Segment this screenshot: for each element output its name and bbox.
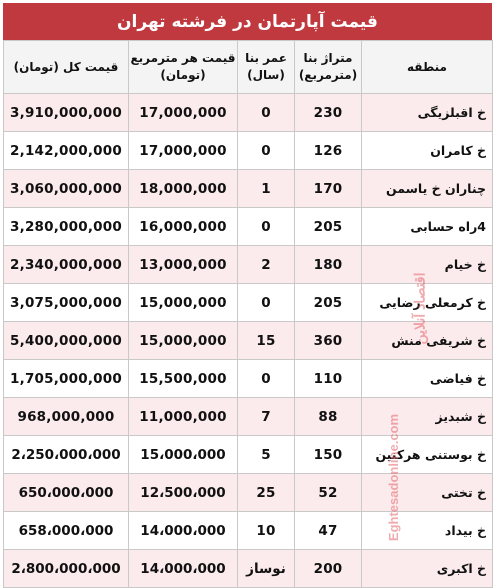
cell-price-per-m2: 14،000،000 (129, 512, 238, 550)
page-title: قیمت آپارتمان در فرشته تهران (3, 3, 492, 40)
cell-size: 110 (295, 360, 362, 398)
cell-area: چناران خ یاسمن (362, 170, 493, 208)
cell-total-price: 3,060,000,000 (4, 170, 129, 208)
cell-total-price: 658،000،000 (4, 512, 129, 550)
cell-size: 205 (295, 284, 362, 322)
cell-area: خ کرمعلی رضایی (362, 284, 493, 322)
cell-total-price: 2,340,000,000 (4, 246, 129, 284)
cell-age: 10 (238, 512, 295, 550)
cell-age: 5 (238, 436, 295, 474)
table-row (4, 436, 493, 474)
cell-price-per-m2: 11,000,000 (129, 398, 238, 436)
cell-age: 25 (238, 474, 295, 512)
cell-area: خ تختی (362, 474, 493, 512)
cell-total-price: 650،000،000 (4, 474, 129, 512)
cell-age: نوساز (238, 550, 295, 588)
cell-size: 180 (295, 246, 362, 284)
cell-price-per-m2: 18,000,000 (129, 170, 238, 208)
cell-price-per-m2: 15,000,000 (129, 284, 238, 322)
cell-area: خ فیاضی (362, 360, 493, 398)
table-row (4, 512, 493, 550)
cell-price-per-m2: 17,000,000 (129, 94, 238, 132)
cell-age: 0 (238, 208, 295, 246)
cell-price-per-m2: 12،500،000 (129, 474, 238, 512)
cell-area: خ خیام (362, 246, 493, 284)
cell-price-per-m2: 17,000,000 (129, 132, 238, 170)
table-row (4, 360, 493, 398)
cell-size: 47 (295, 512, 362, 550)
cell-age: 0 (238, 284, 295, 322)
cell-size: 230 (295, 94, 362, 132)
header-price-per-m2: قیمت هر مترمربع (تومان) (129, 41, 238, 94)
cell-size: 205 (295, 208, 362, 246)
cell-price-per-m2: 13,000,000 (129, 246, 238, 284)
cell-size: 52 (295, 474, 362, 512)
header-row (4, 41, 493, 94)
cell-size: 170 (295, 170, 362, 208)
watermark-fa: اقتصاد آنلاین (411, 272, 428, 345)
table-row (4, 322, 493, 360)
cell-age: 1 (238, 170, 295, 208)
cell-total-price: 3,075,000,000 (4, 284, 129, 322)
cell-age: 0 (238, 94, 295, 132)
table-row (4, 208, 493, 246)
cell-age: 2 (238, 246, 295, 284)
cell-area: خ شبدیز (362, 398, 493, 436)
cell-area: خ بیداد (362, 512, 493, 550)
cell-price-per-m2: 15,000,000 (129, 322, 238, 360)
cell-area: خ اقبلزیگی (362, 94, 493, 132)
watermark-en: Eghtesadonline.com (386, 413, 402, 542)
cell-total-price: 3,280,000,000 (4, 208, 129, 246)
cell-price-per-m2: 15,500,000 (129, 360, 238, 398)
table-row (4, 132, 493, 170)
cell-area: خ بوستنی هرکنین (362, 436, 493, 474)
cell-size: 88 (295, 398, 362, 436)
cell-age: 0 (238, 360, 295, 398)
cell-price-per-m2: 14،000،000 (129, 550, 238, 588)
header-age: عمر بنا (سال) (238, 41, 295, 94)
header-size: متراژ بنا (مترمربع) (295, 41, 362, 94)
header-area: منطقه (362, 41, 493, 94)
table-row (4, 246, 493, 284)
cell-total-price: 968,000,000 (4, 398, 129, 436)
cell-area: خ شریفی منش (362, 322, 493, 360)
cell-total-price: 5,400,000,000 (4, 322, 129, 360)
cell-total-price: 2,142,000,000 (4, 132, 129, 170)
table-row (4, 170, 493, 208)
cell-area: خ کامران (362, 132, 493, 170)
cell-age: 0 (238, 132, 295, 170)
price-table (3, 40, 493, 588)
cell-total-price: 3,910,000,000 (4, 94, 129, 132)
cell-total-price: 2،250،000،000 (4, 436, 129, 474)
cell-size: 126 (295, 132, 362, 170)
table-row (4, 474, 493, 512)
cell-size: 200 (295, 550, 362, 588)
cell-size: 150 (295, 436, 362, 474)
table-body (4, 94, 493, 588)
table-row (4, 94, 493, 132)
cell-total-price: 2،800،000،000 (4, 550, 129, 588)
cell-area: خ اکبری (362, 550, 493, 588)
cell-total-price: 1,705,000,000 (4, 360, 129, 398)
header-total-price: قیمت کل (تومان) (4, 41, 129, 94)
cell-age: 15 (238, 322, 295, 360)
cell-price-per-m2: 15،000،000 (129, 436, 238, 474)
cell-size: 360 (295, 322, 362, 360)
cell-age: 7 (238, 398, 295, 436)
table-row (4, 550, 493, 588)
table-row (4, 284, 493, 322)
table-row (4, 398, 493, 436)
cell-price-per-m2: 16,000,000 (129, 208, 238, 246)
cell-area: 4راه حسابی (362, 208, 493, 246)
